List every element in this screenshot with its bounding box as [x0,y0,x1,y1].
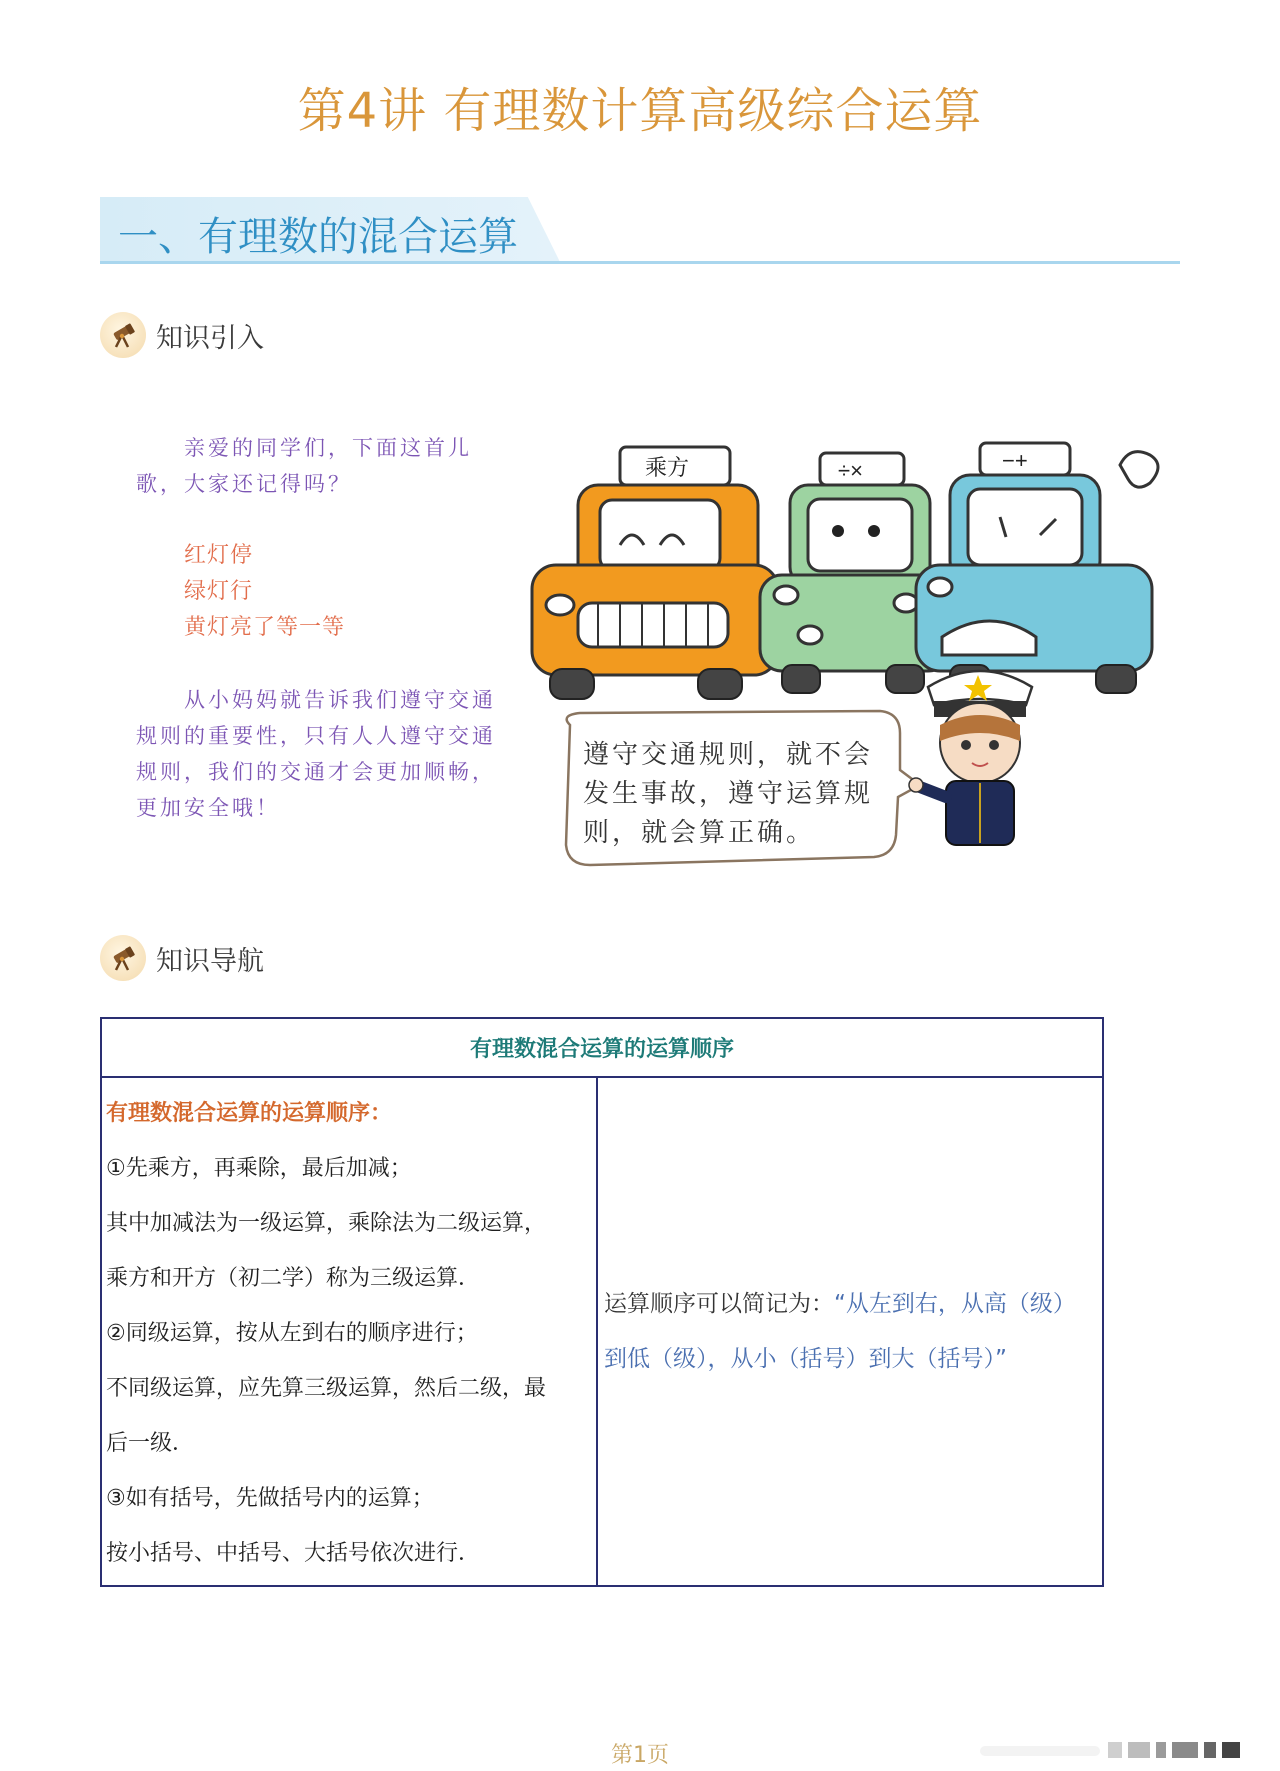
rule-line: 后一级． [106,1431,195,1456]
blue-car [916,443,1158,693]
song-line-1: 红灯停 [184,543,254,568]
intro-heading-label: 知识引入 [156,322,264,354]
rule-line: 按小括号、中括号、大括号依次进行． [106,1541,481,1566]
rule-line: ①先乘方，再乘除，最后加减； [106,1156,412,1181]
section-divider [100,261,1180,264]
table-title: 有理数混合运算的运算顺序 [101,1018,1103,1077]
orange-car [532,447,778,699]
navigation-heading-label: 知识导航 [156,945,264,977]
page-title: 第4讲 有理数计算高级综合运算 [297,83,983,139]
song-line-3: 黄灯亮了等一等 [184,615,346,640]
navigation-heading [100,935,264,981]
intro-paragraph-1: 亲爱的同学们，下面这首儿歌，大家还记得吗？ [136,436,472,496]
rule-line: 其中加减法为一级运算，乘除法为二级运算， [106,1211,547,1236]
car-label-muldiv: ÷× [838,458,863,483]
speech-line-1: 遵守交通规则，就不会 [583,740,874,770]
rules-cell [101,1077,597,1586]
summary-quote: “从左到右，从高（级）到低（级），从小（括号）到大（括号）” [604,1290,1076,1372]
car-label-power: 乘方 [645,455,690,480]
watermark-mark [980,1738,1250,1762]
speech-line-2: 发生事故，遵守运算规 [583,779,874,809]
section-title: 一、有理数的混合运算 [118,214,518,260]
speech-text [583,736,913,853]
intro-paragraph-2: 从小妈妈就告诉我们遵守交通规则的重要性，只有人人遵守交通规则，我们的交通才会更加顺畅，更加安全哦！ [136,688,496,820]
telescope-icon [100,935,146,981]
telescope-icon [100,312,146,358]
rule-line: ③如有括号，先做括号内的运算； [106,1486,434,1511]
rule-line: 不同级运算，应先算三级运算，然后二级，最 [106,1376,547,1401]
police-officer [909,671,1032,845]
summary-cell [597,1077,1103,1586]
page-number: 第1页 [611,1743,669,1768]
speech-line-3: 则，就会算正确。 [583,818,816,848]
rule-line: ②同级运算，按从左到右的顺序进行； [106,1321,478,1346]
summary-prefix: 运算顺序可以简记为： [604,1290,834,1317]
song-line-2: 绿灯行 [184,579,254,604]
rule-line: 有理数混合运算的运算顺序： [106,1101,393,1126]
intro-text [136,430,506,826]
operation-order-table [100,1017,1104,1587]
intro-heading [100,312,264,358]
car-label-addsub: −+ [1002,448,1028,473]
rule-line: 乘方和开方（初二学）称为三级运算． [106,1266,481,1291]
